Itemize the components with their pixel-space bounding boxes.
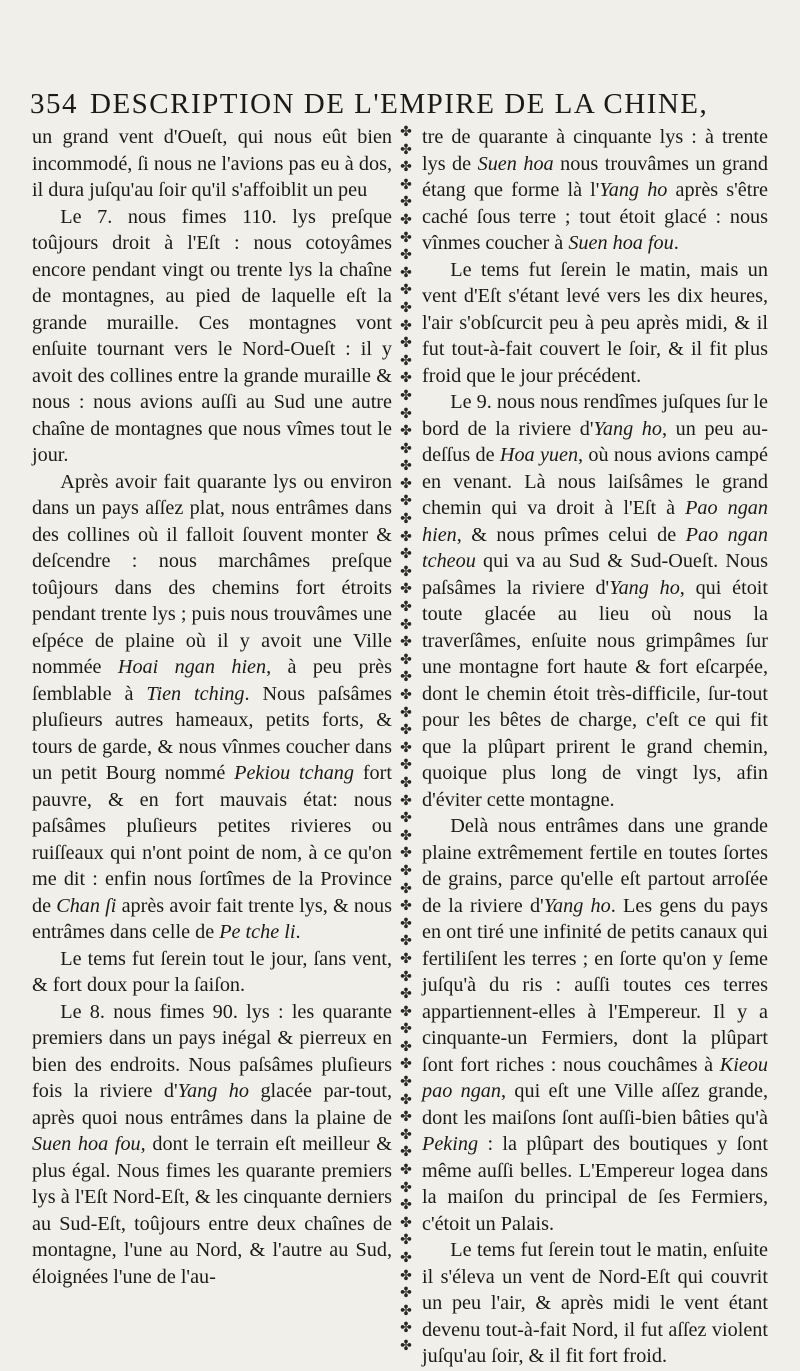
ornament-glyph: ✤: [400, 1092, 412, 1108]
ornament-glyph: ✤: [400, 635, 412, 651]
ornament-glyph: ✤: [400, 758, 412, 774]
ornament-glyph: ✤: [400, 705, 412, 721]
ornament-glyph: ✤: [400, 670, 412, 686]
ornament-glyph: ✤: [400, 723, 412, 739]
ornament-glyph: ✤: [400, 1127, 412, 1143]
ornament-glyph: ✤: [400, 1251, 412, 1266]
ornament-glyph: ✤: [400, 283, 412, 299]
continued-paragraph: tre de quarante à cinquante lys : à trente lys de Suen hoa nous trouvâmes un grand étang que forme là l'Yang ho après s'être caché ſous terre ; tout étoit glacé : nous vînmes coucher à Suen hoa fou.: [422, 126, 769, 254]
ornament-glyph: ✤: [400, 195, 412, 211]
ornament-glyph: ✤: [400, 828, 412, 844]
ornament-glyph: ✤: [400, 1303, 412, 1319]
ornament-glyph: ✤: [400, 652, 412, 668]
ornament-glyph: ✤: [400, 1163, 412, 1179]
ornament-glyph: ✤: [400, 688, 412, 703]
ornament-glyph: ✤: [400, 441, 412, 457]
ornament-glyph: ✤: [400, 863, 412, 879]
ornament-glyph: ✤: [400, 934, 412, 950]
ornament-glyph: ✤: [400, 740, 412, 756]
continued-paragraph: un grand vent d'Oueſt, qui nous eût bien incommodé, ſi nous ne l'avions pas eu à dos, il dura juſqu'au ſoir qu'il s'affoiblit un peu: [32, 126, 392, 201]
ornament-glyph: ✤: [400, 494, 412, 510]
ornament-glyph: ✤: [400, 1286, 412, 1302]
paragraph: Après avoir fait quarante lys ou environ dans un pays aſſez plat, nous entrâmes dans des collines où il falloit ſouvent monter & deſcendre : nous marchâmes preſque toûjours dans des chemins fort étroits pendant trente lys ; puis nous trouvâmes une eſpéce de plaine où il y avoit une Ville nommée Hoai ngan hien, à peu près ſemblable à Tien tching. Nous paſsâmes pluſieurs autres hameaux, petits forts, & tours de garde, & nous vînmes coucher dans un petit Bourg nommé Pekiou tchang fort pauvre, & en fort mauvais état: nous paſsâmes pluſieurs petites rivieres ou ruiſſeaux qui n'ont point de nom, à ce qu'on me dit : enfin nous ſortîmes de la Province de Chan ſi après avoir fait trente lys, & nous entrâmes dans celle de Pe tche li.: [32, 470, 393, 943]
ornament-glyph: ✤: [400, 793, 412, 809]
ornament-glyph: ✤: [400, 1039, 412, 1055]
ornament-glyph: ✤: [400, 125, 412, 140]
running-title: DESCRIPTION DE L'EMPIRE DE LA CHINE,: [90, 88, 709, 120]
ornament-glyph: ✤: [400, 547, 412, 563]
paragraph: Le 8. nous fimes 90. lys : les quarante premiers dans un pays inégal & pierreux en bien des endroits. Nous paſsâmes pluſieurs fois la riviere d'Yang ho glacée par-tout, après quoi nous entrâmes dans la plaine de Suen hoa fou, dont le terrain eſt meilleur & plus égal. Nous fimes les quarante premiers lys à l'Eſt Nord-Eſt, & les cinquante derniers au Sud-Eſt, toûjours entre deux chaînes de montagne, l'une au Nord, & l'autre au Sud, éloignées l'une de l'au-: [32, 1000, 393, 1288]
ornament-glyph: ✤: [400, 406, 412, 422]
paragraph: Delà nous entrâmes dans une grande plaine extrêmement fertile en toutes ſortes de grains, parce qu'elle eſt partout arroſée de la riviere d'Yang ho. Les gens du pays en ont tiré une infinité de petits canaux qui fertiliſent les terres ; en ſorte qu'on y ſeme juſqu'à du ris : auſſi toutes ces terres appartiennent-elles à l'Empereur. Il y a cinquante-un Fermiers, dont la plûpart ſont fort riches : nous couchâmes à Kieou pao ngan, qui eſt une Ville aſſez grande, dont les maiſons ſont auſſi-bien bâties qu'à Peking : la plûpart des boutiques y ſont même auſſi belles. L'Empereur logea dans la maiſon du principal de ſes Fermiers, c'étoit un Palais.: [422, 815, 769, 1235]
ornament-glyph: ✤: [400, 300, 412, 316]
ornament-glyph: ✤: [400, 265, 412, 281]
ornament-glyph: ✤: [400, 600, 412, 616]
ornament-glyph: ✤: [400, 336, 412, 352]
paragraph: Le tems fut ſerein le matin, mais un vent d'Eſt s'étant levé vers les dix heures, l'air s'obſcurcit peu à peu après midi, & il fut tout-à-fait couvert le ſoir, & il fit plus froid que le jour précédent.: [422, 258, 768, 387]
ornament-glyph: ✤: [400, 160, 412, 176]
ornament-glyph: ✤: [400, 775, 412, 791]
ornament-glyph: ✤: [400, 1145, 412, 1161]
ornament-glyph: ✤: [400, 582, 412, 598]
ornament-glyph: ✤: [400, 1268, 412, 1284]
ornament-glyph: ✤: [400, 318, 412, 334]
ornament-glyph: ✤: [400, 916, 412, 932]
paragraph: Le tems fut ſerein tout le matin, enſuite il s'éleva un vent de Nord-Eſt qui couvrit un peu l'air, & après midi le vent étant devenu tout-à-fait Nord, il fut aſſez violent juſqu'au ſoir, & il fit fort froid.: [422, 1239, 768, 1367]
ornament-glyph: ✤: [400, 811, 412, 827]
ornament-glyph: ✤: [400, 1338, 412, 1354]
page-number: 354: [30, 88, 78, 120]
ornament-glyph: ✤: [400, 1233, 412, 1249]
ornament-glyph: ✤: [400, 617, 412, 633]
ornament-glyph: ✤: [400, 476, 412, 492]
paragraph: Le 7. nous fimes 110. lys preſque toûjours droit à l'Eſt : nous cotoyâmes encore pendant vingt ou trente lys la chaîne de montagnes, au pied de laquelle eſt la grande muraille. Ces montagnes vont enſuite tournant vers le Nord-Oueſt : il y avoit des collines entre la grande muraille & nous : nous avions auſſi au Sud une autre chaîne de montagnes que nous vîmes tout le jour.: [32, 205, 392, 466]
running-header: [30, 84, 790, 124]
ornament-glyph: ✤: [400, 987, 412, 1003]
ornament-glyph: ✤: [400, 1321, 412, 1337]
ornament-glyph: ✤: [400, 969, 412, 985]
ornament-glyph: ✤: [400, 564, 412, 580]
ornament-glyph: ✤: [400, 951, 412, 967]
ornament-glyph: ✤: [400, 881, 412, 897]
ornament-glyph: ✤: [400, 512, 412, 528]
ornament-glyph: ✤: [400, 424, 412, 440]
ornament-glyph: ✤: [400, 212, 412, 228]
ornament-glyph: ✤: [400, 353, 412, 369]
ornament-glyph: ✤: [400, 1057, 412, 1073]
paragraph: Le 9. nous nous rendîmes juſques ſur le bord de la riviere d'Yang ho, un peu au-deſſus de Hoa yuen, où nous avions campé en venant. Là nous laiſsâmes le grand chemin qui va droit à l'Eſt à Pao ngan hien, & nous prîmes celui de Pao ngan tcheou qui va au Sud & Sud-Oueſt. Nous paſsâmes la riviere d'Yang ho, qui étoit toute glacée au lieu où nous la traverſâmes, enſuite nous grimpâmes ſur une montagne fort haute & fort eſcarpée, dont le chemin étoit très-difficile, ſur-tout pour les bêtes de charge, c'eſt ce qui fit que la plûpart prirent le grand chemin, quoique plus long de vingt lys, afin d'éviter cette montagne.: [422, 391, 768, 811]
ornament-glyph: ✤: [400, 1075, 412, 1091]
ornament-glyph: ✤: [400, 459, 412, 475]
ornament-glyph: ✤: [400, 388, 412, 404]
ornament-glyph: ✤: [400, 1004, 412, 1020]
paragraph: Le tems fut ſerein tout le jour, ſans vent, & fort doux pour la ſaiſon.: [32, 947, 392, 996]
right-column: [422, 124, 768, 1370]
ornament-glyph: ✤: [400, 371, 412, 387]
ornament-glyph: ✤: [400, 1215, 412, 1231]
ornament-glyph: ✤: [400, 177, 412, 193]
ornament-glyph: ✤: [400, 1180, 412, 1196]
ornament-glyph: ✤: [400, 1198, 412, 1214]
ornament-glyph: ✤: [400, 1022, 412, 1038]
left-column: [32, 124, 392, 1290]
ornament-glyph: ✤: [400, 899, 412, 915]
ornament-glyph: ✤: [400, 230, 412, 246]
ornament-glyph: ✤: [400, 529, 412, 545]
ornament-glyph: ✤: [400, 142, 412, 158]
ornament-glyph: ✤: [400, 248, 412, 264]
ornament-glyph: ✤: [400, 1110, 412, 1126]
ornament-glyph: ✤: [400, 846, 412, 862]
column-divider-ornament: [398, 124, 414, 1354]
